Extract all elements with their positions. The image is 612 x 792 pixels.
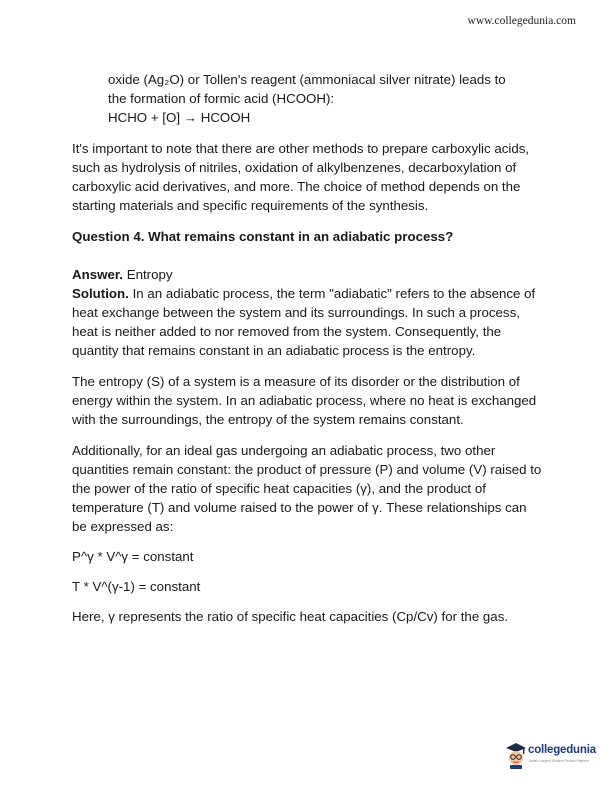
answer-text: Entropy <box>123 267 173 282</box>
continued-line-1: oxide (Ag₂O) or Tollen's reagent (ammoniacal silver nitrate) leads to <box>108 72 506 87</box>
solution-paragraph <box>72 284 542 360</box>
graduate-mascot-icon <box>504 740 528 770</box>
methods-note-paragraph: It's important to note that there are other methods to prepare carboxylic acids, such as hydrolysis of nitriles, oxidation of alkylbenzenes, decarboxylation of carboxylic acid derivatives, and more. The choice of method depends on the starting materials and specific requirements of the synthesis. <box>72 141 530 213</box>
logo-text: collegedunia <box>528 744 596 756</box>
equation-1: P^γ * V^γ = constant <box>72 549 194 564</box>
gamma-paragraph: Here, γ represents the ratio of specific heat capacities (Cp/Cv) for the gas. <box>72 609 509 624</box>
solution-label: Solution. <box>72 286 129 301</box>
answer-label: Answer. <box>72 267 123 282</box>
document-body <box>72 70 542 626</box>
reaction-equation: HCHO + [O] → HCOOH <box>108 110 251 125</box>
equation-2: T * V^(γ-1) = constant <box>72 579 201 594</box>
entropy-paragraph: The entropy (S) of a system is a measure of its disorder or the distribution of energy within the system. In an adiabatic process, where no heat is exchanged with the surroundings, the entropy of the system remains constant. <box>72 374 537 427</box>
question-heading: Question 4. What remains constant in an adiabatic process? <box>72 229 454 244</box>
site-url[interactable]: www.collegedunia.com <box>467 15 576 27</box>
additional-paragraph: Additionally, for an ideal gas undergoing an adiabatic process, two other quantities remain constant: the product of pressure (P) and volume (V) raised to the power of the ratio of specific heat capacities (γ), and the product of temperature (T) and volume raised to the power of γ. These relationships can be expressed as: <box>72 443 542 534</box>
solution-text: In an adiabatic process, the term "adiabatic" refers to the absence of heat exchange between the system and its surroundings. In such a process, heat is neither added to nor removed from the system. Consequently, the quantity that remains constant in an adiabatic process is the entropy. <box>72 286 536 358</box>
collegedunia-logo[interactable] <box>504 740 596 772</box>
answer-line <box>72 265 542 284</box>
logo-tagline: India's Largest Student Review Platform <box>529 759 590 763</box>
continued-line-2: the formation of formic acid (HCOOH): <box>108 91 335 106</box>
